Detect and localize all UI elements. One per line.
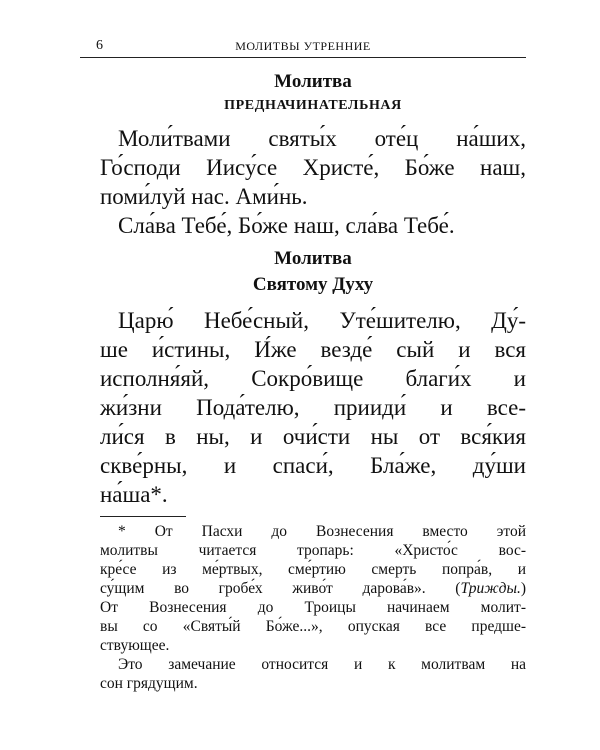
footnote-line: * От Пасхи до Вознесения вместо этой [118, 523, 526, 540]
prayer1-subtitle: ПРЕДНАЧИНАТЕЛЬНАЯ [224, 98, 402, 113]
footnote [100, 522, 526, 693]
prayer2-line: жи́зни Пода́телю, прииди́ и все- [100, 395, 526, 420]
prayer1-line: Моли́твами святы́х оте́ц на́ших, [118, 126, 526, 151]
prayer-preparatory [100, 70, 526, 240]
page-number: 6 [96, 38, 103, 53]
prayer2-title: Молитва [274, 248, 352, 269]
prayer2-line: на́ша*. [100, 482, 168, 507]
prayer-holy-spirit [100, 247, 526, 509]
footnote-note-line: сон грядущим. [100, 675, 198, 692]
footnote-line: От Вознесения до Троицы начинаем молит- [100, 599, 526, 616]
footnote-line: вы со «Святы́й Бо́же...», опуская все предше- [100, 618, 526, 635]
header-rule [80, 57, 526, 58]
footnote-line: молитвы читается тропарь: «Христо́с вос- [100, 542, 526, 559]
prayer1-doxology: Сла́ва Тебе́, Бо́же наш, сла́ва Тебе́. [118, 213, 455, 238]
prayer2-line: ше и́стины, И́же везде́ сый и вся [100, 337, 526, 362]
footnote-rule [100, 516, 186, 517]
prayer2-line: исполня́яй, Сокро́вище благи́х и [100, 366, 526, 391]
footnote-line: ствующее. [100, 637, 170, 654]
prayer2-line: Царю́ Небе́сный, Уте́шителю, Ду́- [118, 308, 526, 333]
page-header [80, 38, 526, 54]
footnote-note-line: Это замечание относится и к молитвам на [118, 656, 526, 673]
footnote-line: кре́се из ме́ртвых, сме́ртию смерть попра́в, и [100, 561, 526, 578]
prayer2-subtitle: Святому Духу [252, 274, 374, 295]
prayer1-title: Молитва [274, 71, 352, 92]
footnote-line: су́щим во гробе́х живо́т дарова́в». (Трижды.) [100, 580, 526, 597]
running-title: МОЛИТВЫ УТРЕННИЕ [235, 39, 371, 53]
prayer2-line: скве́рны, и спаси́, Бла́же, ду́ши [100, 453, 526, 478]
prayer1-line: поми́луй нас. Ами́нь. [100, 184, 308, 209]
footnote-italic: Трижды. [460, 580, 521, 597]
prayer1-line: Го́споди Иису́се Христе́, Бо́же наш, [100, 155, 526, 180]
prayer2-line: ли́ся в ны, и очи́сти ны от вся́кия [100, 424, 526, 449]
